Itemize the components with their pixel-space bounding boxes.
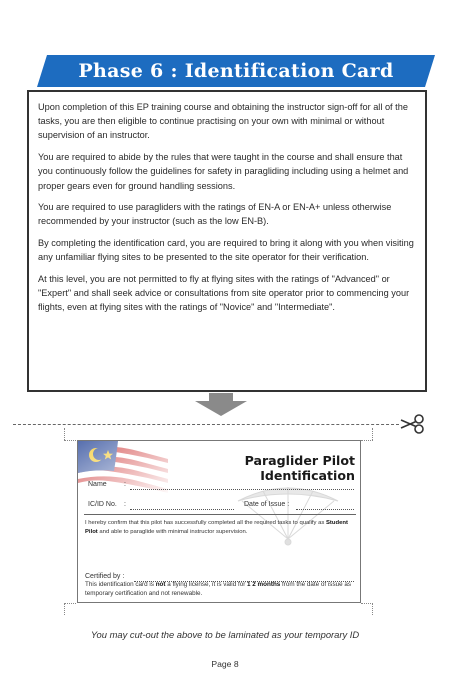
crop-mark <box>64 603 76 604</box>
name-field[interactable] <box>130 489 354 490</box>
page-title: Phase 6 : Identification Card <box>78 60 394 82</box>
validity-note: This identification card is not a flying license, it is valid for 1 2 months from the date of issue as temporary certification and not renewable. <box>85 581 351 597</box>
ic-colon: : <box>124 501 126 508</box>
card-divider <box>84 514 356 515</box>
crop-mark <box>372 428 373 440</box>
name-label: Name <box>88 481 107 488</box>
arrow-down-icon <box>195 393 247 416</box>
cut-line <box>13 424 399 425</box>
page-number: Page 8 <box>211 659 239 669</box>
paragraph-restrictions: At this level, you are not permitted to fly at flying sites with the ratings of "Advanced" or "Expert" and shall seek advice or consultations from site operator prior to commencing your flights, even at flying sites with the ratings of "Novice" and "Intermediate". <box>38 274 410 313</box>
paragraph-completion: Upon completion of this EP training course and obtaining the instructor sign-off for all of the tasks, you are then eligible to continue practising on your own with minimal or without supervision of an instructor. <box>38 102 408 141</box>
phase-banner <box>37 55 435 87</box>
crop-mark <box>361 603 373 604</box>
crop-mark <box>64 603 65 615</box>
ic-field[interactable] <box>130 509 234 510</box>
crop-mark <box>361 440 373 441</box>
crop-mark <box>64 428 65 440</box>
certified-label: Certified by : <box>85 573 125 580</box>
cutout-caption: You may cut-out the above to be laminated as your temporary ID <box>90 629 360 640</box>
date-field[interactable] <box>296 509 354 510</box>
paragraph-rules: You are required to abide by the rules that were taught in the course and shall ensure that you continuously follow the guidelines for safety in paragliding including using a helmet and proper gears even for ground handling sessions. <box>38 152 409 191</box>
instructions-box <box>27 90 427 392</box>
ic-label: IC/ID No. <box>88 501 117 508</box>
card-title: Paraglider Pilot Identification <box>244 453 355 483</box>
scissors-icon <box>400 414 426 434</box>
date-label: Date of Issue : <box>244 501 290 508</box>
paragraph-ratings: You are required to use paragliders with the ratings of EN-A or EN-A+ unless otherwise recommended by your instructor (such as the low EN-B). <box>38 202 392 227</box>
name-colon: : <box>124 481 126 488</box>
paraglider-icon <box>228 481 348 551</box>
crop-mark <box>372 603 373 615</box>
paragraph-id-card: By completing the identification card, you are required to bring it along with you when visiting any unfamiliar flying sites to be presented to the site operator for their verification. <box>38 238 414 263</box>
identification-card <box>77 440 361 603</box>
confirmation-text: I hereby confirm that this pilot has successfully completed all the required tasks to qualify as Student Pilot and able to paraglide with minimal instructor supervision. <box>85 520 348 535</box>
crop-mark <box>64 440 76 441</box>
